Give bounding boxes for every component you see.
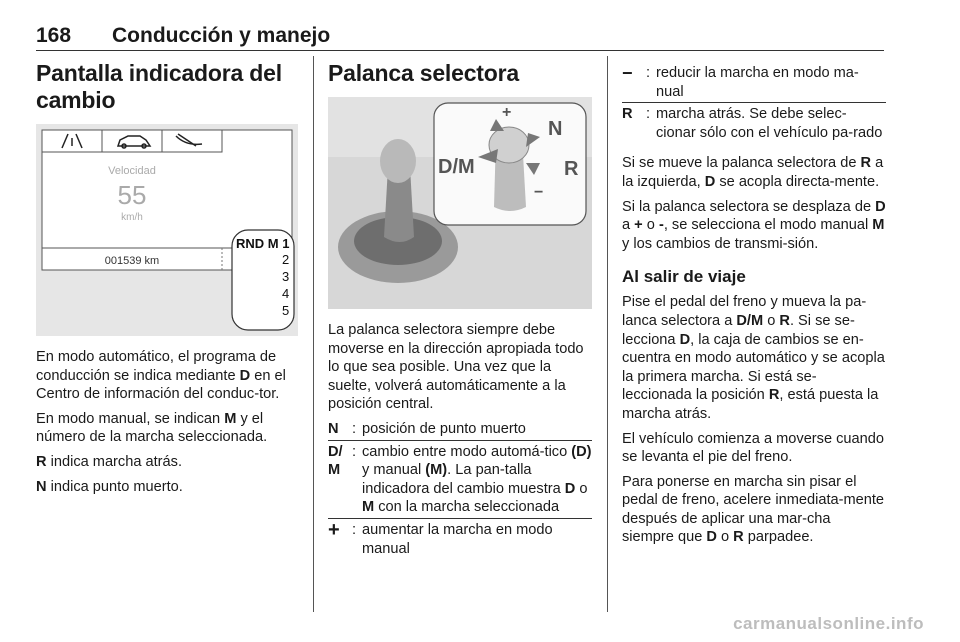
column-shift-display xyxy=(36,60,298,502)
column-divider xyxy=(607,56,608,612)
column-continued xyxy=(622,64,886,553)
paragraph: En modo automático, el programa de conducción se indica mediante D en el Centro de información del conduc-tor. xyxy=(36,349,286,403)
paragraph: En modo manual, se indican M y el número de la marcha seleccionada. xyxy=(36,410,268,446)
label-r: R xyxy=(564,158,579,180)
definition-row: N : posición de punto muerto xyxy=(328,420,526,437)
page-header xyxy=(36,18,884,51)
paragraph: Si la palanca selectora se desplaza de D a + o -, se selecciona el modo manual M y los cambios de transmi-sión. xyxy=(622,198,886,252)
gear-number: 4 xyxy=(282,286,290,301)
section-heading: Palanca selectora xyxy=(328,60,519,86)
label-dm: D/M xyxy=(438,156,475,178)
definition-row: + : aumentar la marcha en modo manual xyxy=(328,518,553,557)
paragraph: Para ponerse en marcha sin pisar el pedal de freno, acelere inmediata-mente después de aplicar una mar-cha siempre que D o R parpadee. xyxy=(622,473,885,546)
odometer: 001539 km xyxy=(104,255,160,267)
paragraph: Pise el pedal del freno y mueva la pa-lanca selectora a D/M o R. Si se se-lecciona D, la caja de cambios se en-cuentra en modo automático y se acopla la primera marcha. Si está se-leccionada la posición R, está puesta la marcha atrás. xyxy=(622,294,885,422)
paragraph: R indica marcha atrás. xyxy=(36,453,183,470)
section-subheading: Al salir de viaje xyxy=(622,267,746,287)
paragraph: El vehículo comienza a moverse cuando se levanta el pie del freno. xyxy=(622,430,885,466)
column-selector-lever xyxy=(328,60,592,558)
speed-unit: km/h xyxy=(121,212,143,223)
instrument-display-illustration xyxy=(36,124,298,336)
section-heading: Pantalla indicadora del cambio xyxy=(36,60,282,113)
label-n: N xyxy=(548,118,563,140)
gear-header: RND M 1 xyxy=(236,236,290,251)
lever-figure xyxy=(328,97,592,309)
gear-number: 3 xyxy=(282,269,290,284)
display-figure xyxy=(36,124,298,336)
label-minus: − xyxy=(534,184,544,201)
page-number: 168 xyxy=(36,24,72,47)
label-plus: + xyxy=(502,104,512,121)
definition-row: D/ M : cambio entre modo automá-tico (D) y manual (M). La pan-talla indicadora del cambio muestra D o M con la marcha seleccionada xyxy=(328,443,592,516)
speed-value: 55 xyxy=(117,180,147,210)
gear-number: 2 xyxy=(282,252,290,267)
watermark: carmanualsonline.info xyxy=(733,614,924,633)
definition-row: − : reducir la marcha en modo ma-nual xyxy=(622,63,859,100)
selector-lever-illustration xyxy=(328,97,592,309)
chapter-title: Conducción y manejo xyxy=(112,24,331,47)
paragraph: Si se mueve la palanca selectora de R a la izquierda, D se acopla directa-mente. xyxy=(622,155,884,190)
speed-label: Velocidad xyxy=(108,165,156,177)
definition-list xyxy=(622,64,886,142)
gear-number: 5 xyxy=(282,303,290,318)
column-divider xyxy=(313,56,314,612)
paragraph: N indica punto muerto. xyxy=(36,478,183,495)
paragraph: La palanca selectora siempre debe moverse en la dirección apropiada todo lo que sea posible. Una vez que la suelte, volverá automáticamente a la posición central. xyxy=(328,322,584,413)
definition-row: R : marcha atrás. Se debe selec-cionar sólo con el vehículo pa-rado xyxy=(622,106,883,141)
definition-list xyxy=(328,420,592,558)
